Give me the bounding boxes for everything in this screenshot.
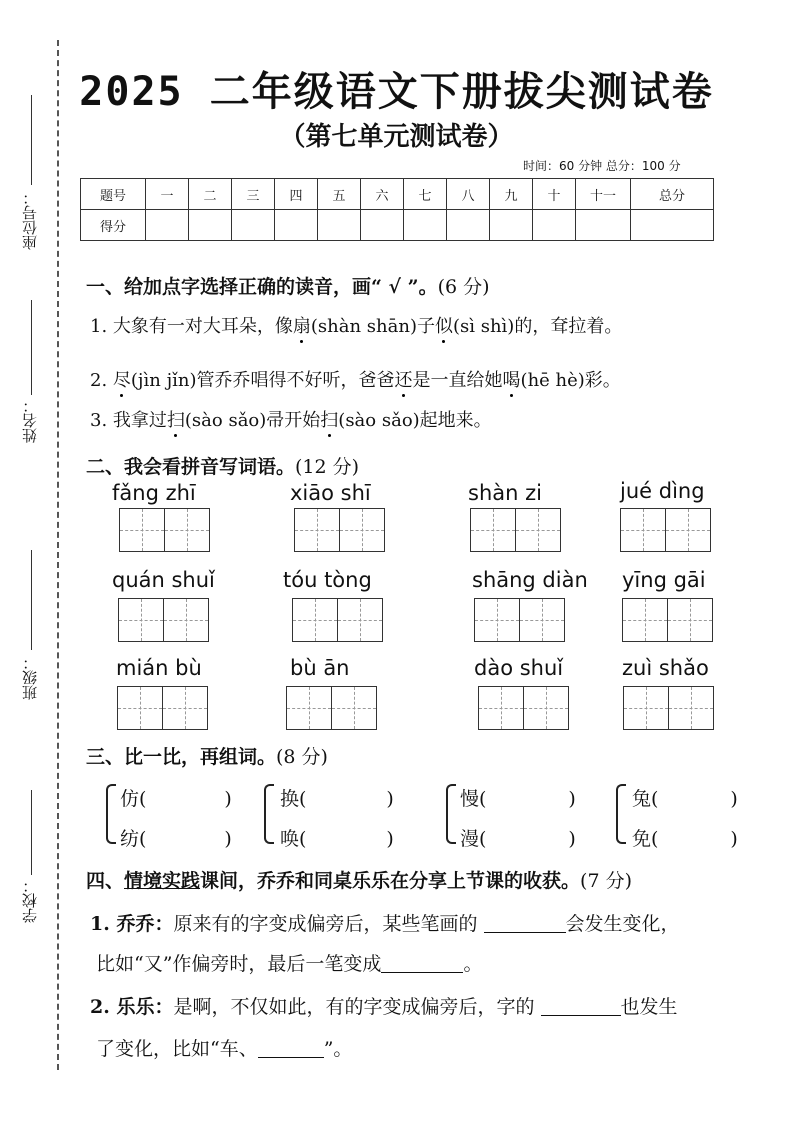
section2-title-text: 二、我会看拼音写词语。 xyxy=(86,456,296,478)
score-input-cell[interactable] xyxy=(189,210,232,241)
writing-grid[interactable] xyxy=(620,508,711,552)
score-input-cell[interactable] xyxy=(318,210,361,241)
score-cell: 一 xyxy=(146,179,189,210)
section3-title xyxy=(86,742,328,769)
pinyin-label: dào shuǐ xyxy=(474,656,564,680)
section2-points: (12 分) xyxy=(295,456,360,478)
speaker-name: 2. 乐乐： xyxy=(90,996,174,1018)
score-cell: 九 xyxy=(490,179,533,210)
q-text: 1. 大象有一对大耳朵，像 xyxy=(90,316,293,337)
score-cell: 十 xyxy=(533,179,576,210)
answer-blank[interactable] xyxy=(258,1038,324,1058)
dotted-char: 似 xyxy=(434,316,453,337)
compare-char: 仿( xyxy=(120,788,147,810)
name-line xyxy=(31,300,32,395)
dotted-char: 尽 xyxy=(112,370,131,391)
close-paren: ) xyxy=(224,788,232,810)
score-input-row xyxy=(81,210,714,241)
compare-char: 漫( xyxy=(460,828,487,850)
score-cell: 七 xyxy=(404,179,447,210)
answer-blank[interactable] xyxy=(484,913,566,933)
compare-item[interactable] xyxy=(120,824,232,851)
score-cell: 总分 xyxy=(631,179,714,210)
q-text: 会发生变化， xyxy=(565,913,680,935)
q-text: 也发生 xyxy=(620,996,678,1018)
name-label: 姓名： xyxy=(21,398,39,443)
score-input-cell[interactable] xyxy=(447,210,490,241)
compare-item[interactable] xyxy=(632,824,738,851)
score-cell: 四 xyxy=(275,179,318,210)
section2-title xyxy=(86,452,359,479)
section4-num: 四、 xyxy=(86,870,125,892)
pinyin-label: yīng gāi xyxy=(622,568,706,592)
class-label: 班级： xyxy=(21,655,39,700)
writing-grid[interactable] xyxy=(474,598,565,642)
section1-title xyxy=(86,272,490,299)
score-header-row xyxy=(81,179,714,210)
compare-char: 慢( xyxy=(460,788,487,810)
score-input-cell[interactable] xyxy=(631,210,714,241)
section1-title-text: 一、给加点字选择正确的读音，画“ √ ”。 xyxy=(86,276,438,298)
answer-blank[interactable] xyxy=(381,953,463,973)
compare-char: 免( xyxy=(632,828,659,850)
score-input-cell[interactable] xyxy=(361,210,404,241)
section3-points: (8 分) xyxy=(276,746,328,768)
brace xyxy=(106,784,116,844)
score-cell: 十一 xyxy=(576,179,631,210)
pinyin-label: bù ān xyxy=(290,656,350,680)
brace xyxy=(264,784,274,844)
binding-dashed-line xyxy=(57,40,59,1070)
pinyin-choice[interactable]: (shàn shān)子 xyxy=(310,316,435,337)
close-paren: ) xyxy=(386,828,394,850)
pinyin-choice[interactable]: (sào sǎo)起地来。 xyxy=(338,410,492,431)
score-cell: 二 xyxy=(189,179,232,210)
close-paren: ) xyxy=(224,828,232,850)
score-row-label: 得分 xyxy=(81,210,146,241)
writing-grid[interactable] xyxy=(623,686,714,730)
close-paren: ) xyxy=(730,828,738,850)
q-text: 比如“又”作偏旁时，最后一笔变成 xyxy=(96,953,382,975)
school-label: 学校： xyxy=(21,878,39,923)
compare-item[interactable] xyxy=(460,784,576,811)
section1-q1 xyxy=(90,312,622,338)
score-cell: 六 xyxy=(361,179,404,210)
dotted-char: 还 xyxy=(394,370,413,391)
score-table xyxy=(80,178,714,241)
pinyin-choice[interactable]: (hē hè)彩。 xyxy=(520,370,621,391)
close-paren: ) xyxy=(730,788,738,810)
speaker-name: 1. 乔乔： xyxy=(90,913,174,935)
compare-item[interactable] xyxy=(632,784,738,811)
pinyin-label: tóu tòng xyxy=(283,568,372,592)
compare-item[interactable] xyxy=(120,784,232,811)
dotted-char: 扫 xyxy=(320,410,339,431)
pinyin-choice[interactable]: (sào sǎo)帚开始 xyxy=(184,410,321,431)
writing-grid[interactable] xyxy=(286,686,377,730)
section4-p2-line1 xyxy=(90,992,678,1019)
score-input-cell[interactable] xyxy=(146,210,189,241)
compare-char: 换( xyxy=(280,788,307,810)
score-input-cell[interactable] xyxy=(404,210,447,241)
class-line xyxy=(31,550,32,650)
writing-grid[interactable] xyxy=(292,598,383,642)
section1-q2 xyxy=(90,366,621,392)
q-text: 了变化，比如“车、 xyxy=(96,1038,258,1060)
q-text: 2. xyxy=(90,370,113,391)
compare-char: 兔( xyxy=(632,788,659,810)
writing-grid[interactable] xyxy=(622,598,713,642)
pinyin-label: xiāo shī xyxy=(290,481,371,505)
section4-p1-line2 xyxy=(96,949,482,976)
section4-tag: 情境实践 xyxy=(124,870,201,892)
close-paren: ) xyxy=(568,828,576,850)
section4-title-text: 课间，乔乔和同桌乐乐在分享上节课的收获。 xyxy=(200,870,581,892)
answer-blank[interactable] xyxy=(541,996,621,1016)
section4-points: (7 分) xyxy=(580,870,633,892)
dotted-char: 喝 xyxy=(502,370,521,391)
dotted-char: 扫 xyxy=(166,410,185,431)
dotted-char: 扇 xyxy=(292,316,311,337)
pinyin-label: fǎng zhī xyxy=(112,481,196,505)
section4-p2-line2 xyxy=(96,1034,352,1061)
pinyin-choice[interactable]: (sì shì)的，耷拉着。 xyxy=(452,316,623,337)
pinyin-choice[interactable]: (jìn jǐn)管乔乔唱得不好听，爸爸 xyxy=(130,370,395,391)
score-input-cell[interactable] xyxy=(275,210,318,241)
q-text: 3. 我拿过 xyxy=(90,410,167,431)
score-cell: 题号 xyxy=(81,179,146,210)
q-text: 是一直给她 xyxy=(412,370,503,391)
pinyin-label: shāng diàn xyxy=(472,568,588,592)
pinyin-label: jué dìng xyxy=(620,479,705,503)
compare-char: 纺( xyxy=(120,828,147,850)
q-text: 是啊，不仅如此，有的字变成偏旁后，字的 xyxy=(173,996,535,1018)
school-line xyxy=(31,790,32,875)
score-input-cell[interactable] xyxy=(533,210,576,241)
score-input-cell[interactable] xyxy=(490,210,533,241)
brace xyxy=(446,784,456,844)
time-info: 时间：60 分钟 总分：100 分 xyxy=(523,159,681,173)
page-title: 2025 二年级语文下册拔尖测试卷 xyxy=(79,69,714,115)
writing-grid[interactable] xyxy=(118,598,209,642)
writing-grid[interactable] xyxy=(119,508,210,552)
close-paren: ) xyxy=(386,788,394,810)
section1-q3 xyxy=(90,406,492,432)
pinyin-label: quán shuǐ xyxy=(112,568,215,592)
close-paren: ) xyxy=(568,788,576,810)
seat-label: 座位号： xyxy=(21,190,39,250)
compare-item[interactable] xyxy=(460,824,576,851)
section3-title-text: 三、比一比，再组词。 xyxy=(86,746,277,768)
writing-grid[interactable] xyxy=(117,686,208,730)
writing-grid[interactable] xyxy=(470,508,561,552)
compare-item[interactable] xyxy=(280,824,394,851)
pinyin-label: zuì shǎo xyxy=(622,656,709,680)
pinyin-label: mián bù xyxy=(116,656,202,680)
section1-points: (6 分) xyxy=(437,276,490,298)
q-text: 原来有的字变成偏旁后，某些笔画的 xyxy=(173,913,478,935)
writing-grid[interactable] xyxy=(294,508,385,552)
compare-char: 唤( xyxy=(280,828,307,850)
score-input-cell[interactable] xyxy=(232,210,275,241)
score-input-cell[interactable] xyxy=(576,210,631,241)
score-cell: 八 xyxy=(447,179,490,210)
writing-grid[interactable] xyxy=(478,686,569,730)
section4-p1-line1 xyxy=(90,909,680,936)
page-subtitle: （第七单元测试卷） xyxy=(279,122,514,152)
compare-item[interactable] xyxy=(280,784,394,811)
pinyin-label: shàn zi xyxy=(468,481,542,505)
score-cell: 三 xyxy=(232,179,275,210)
score-cell: 五 xyxy=(318,179,361,210)
q-text: ”。 xyxy=(323,1038,353,1060)
brace xyxy=(616,784,626,844)
section4-title xyxy=(86,866,632,893)
q-text: 。 xyxy=(463,953,483,975)
